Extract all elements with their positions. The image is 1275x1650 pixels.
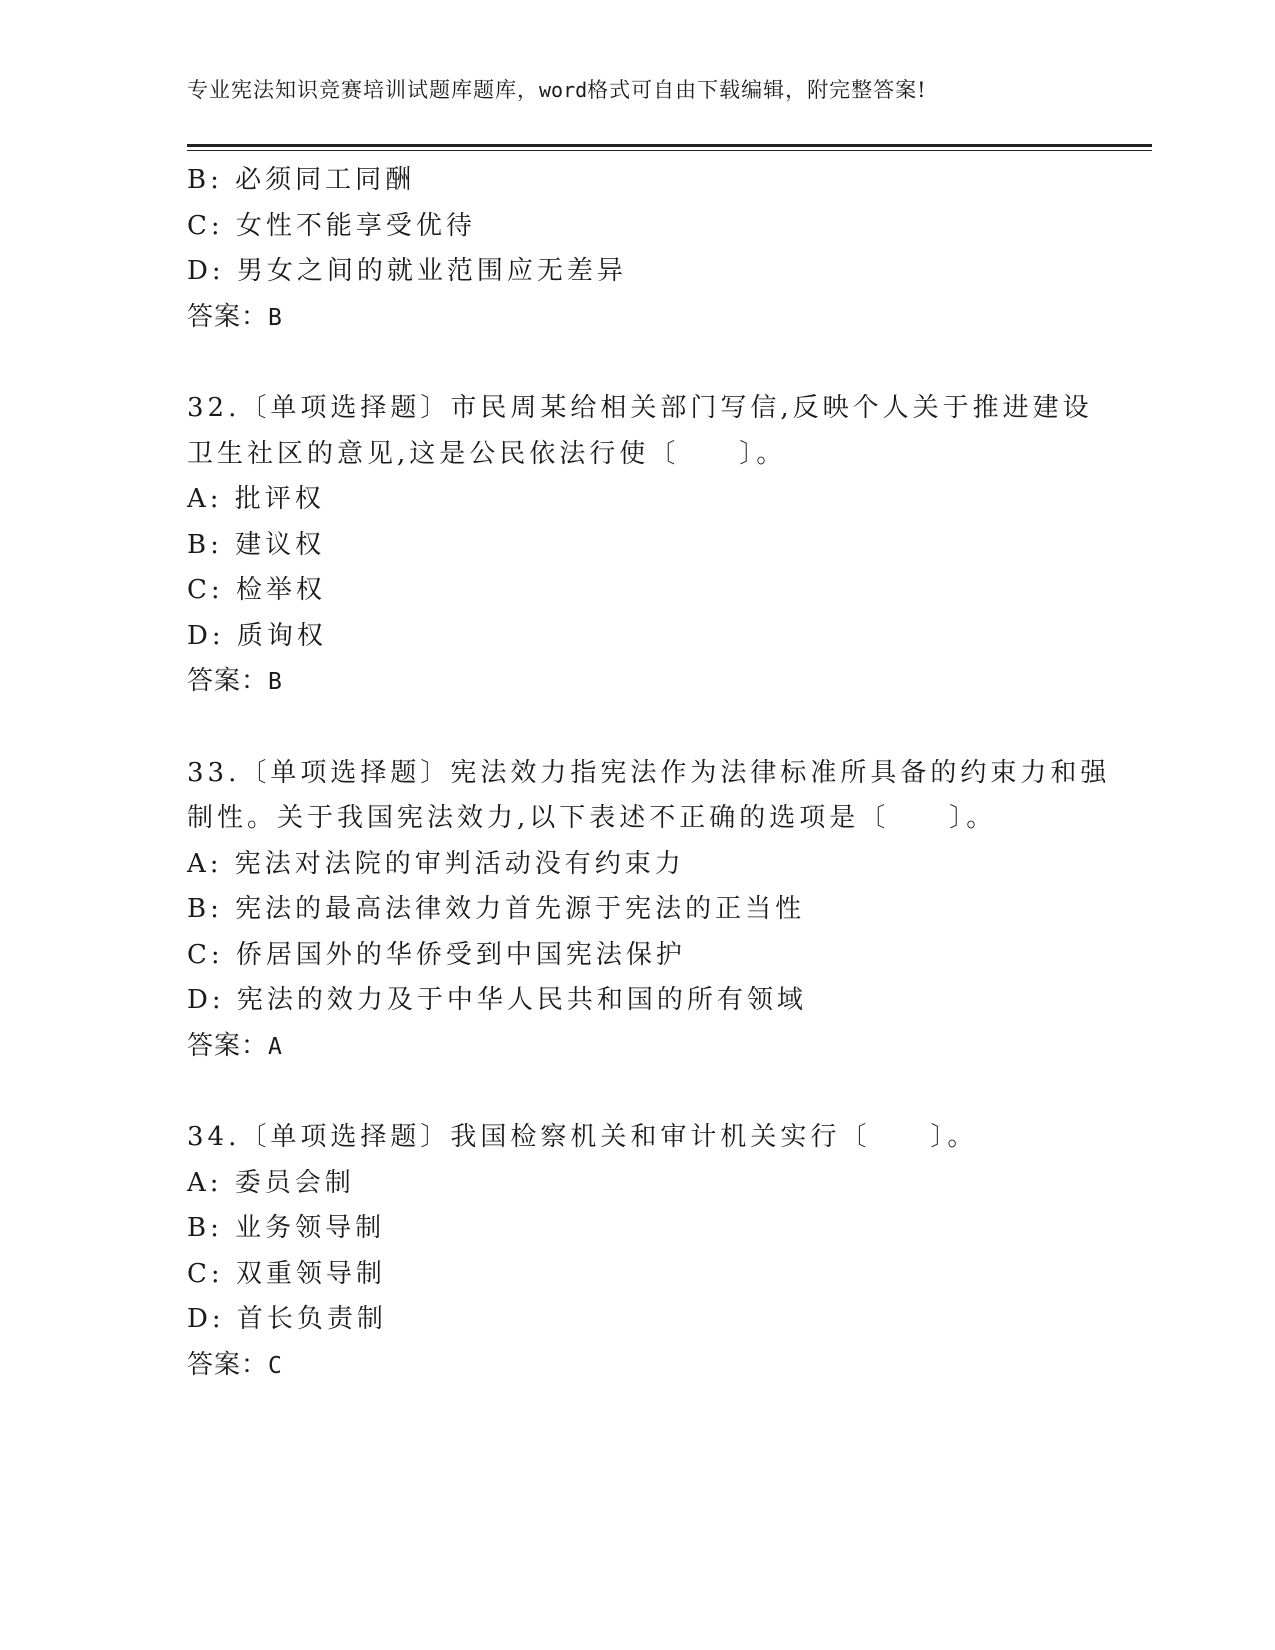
answer: [187, 1024, 1097, 1071]
answer-value: B: [268, 304, 283, 331]
answer-label: 答案：: [187, 666, 269, 696]
option-b: B: 业务领导制: [187, 1213, 386, 1243]
answer-value: A: [268, 1033, 283, 1060]
answer-label: 答案：: [187, 301, 269, 332]
option-b: B: 必须同工同酬: [187, 165, 416, 195]
spacer: [187, 1070, 1097, 1115]
answer-value: C: [268, 1352, 283, 1379]
option-c: C: 侨居国外的华侨受到中国宪法保护: [187, 939, 686, 970]
question-34: [187, 1115, 1097, 1389]
option-c: C: 检举权: [187, 575, 326, 605]
question-stem-line-1: 32.〔单项选择题〕市民周某给相关部门写信,反映个人关于推进建设: [187, 393, 1093, 423]
header-text-suffix: 格式可自由下载编辑，附完整答案!: [587, 78, 927, 102]
question-32: [187, 386, 1097, 706]
option-b: B: 宪法的最高法律效力首先源于宪法的正当性: [187, 894, 806, 924]
answer: [187, 659, 1097, 706]
spacer: [187, 341, 1097, 386]
option-d: D: 首长负责制: [187, 1304, 387, 1334]
header-rule-thick: [187, 144, 1152, 147]
option-d: D: 男女之间的就业范围应无差异: [187, 256, 627, 286]
answer-value: B: [268, 669, 283, 695]
question-31-continued: [187, 158, 1097, 341]
answer: [187, 1343, 1097, 1390]
question-list: [187, 158, 1111, 1389]
page-header: [187, 74, 927, 104]
option-d: D: 质询权: [187, 620, 327, 651]
question-33: [187, 751, 1111, 1071]
question-stem-line-1: 34.〔单项选择题〕我国检察机关和审计机关实行〔 〕。: [187, 1122, 978, 1152]
option-d: D: 宪法的效力及于中华人民共和国的所有领域: [187, 985, 807, 1015]
header-text-prefix: 专业宪法知识竞赛培训试题库题库，: [187, 78, 539, 102]
question-stem-line-2: 卫生社区的意见,这是公民依法行使〔 〕。: [187, 438, 787, 469]
answer-label: 答案：: [187, 1030, 269, 1061]
option-c: C: 女性不能享受优待: [187, 210, 476, 241]
header-rule-thin: [187, 150, 1152, 151]
option-b: B: 建议权: [187, 529, 326, 560]
option-c: C: 双重领导制: [187, 1258, 386, 1289]
question-stem-line-2: 制性。关于我国宪法效力,以下表述不正确的选项是〔 〕。: [187, 803, 997, 833]
question-stem-line-1: 33.〔单项选择题〕宪法效力指宪法作为法律标准所具备的约束力和强: [187, 757, 1111, 788]
answer-label: 答案：: [187, 1349, 269, 1380]
spacer: [187, 706, 1097, 751]
option-a: A: 宪法对法院的审判活动没有约束力: [187, 848, 685, 879]
option-a: A: 委员会制: [187, 1167, 355, 1198]
option-a: A: 批评权: [187, 484, 325, 514]
answer: [187, 295, 1097, 342]
header-text-word: word: [539, 78, 588, 102]
